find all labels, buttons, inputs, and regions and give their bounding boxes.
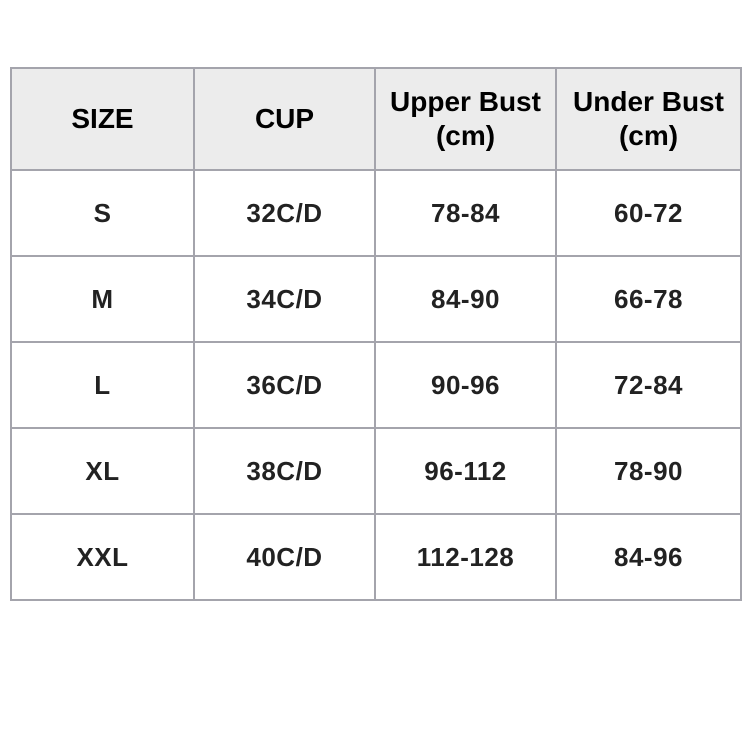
cell-size: M (11, 256, 194, 342)
cell-upper-bust: 78-84 (375, 170, 556, 256)
table-row-xxl (11, 514, 741, 600)
cell-cup: 40C/D (194, 514, 375, 600)
table-header-row (11, 68, 741, 170)
cell-under-bust: 60-72 (556, 170, 741, 256)
cell-size: XXL (11, 514, 194, 600)
table-row-m (11, 256, 741, 342)
cell-upper-bust: 96-112 (375, 428, 556, 514)
cell-upper-bust: 84-90 (375, 256, 556, 342)
table-row-xl (11, 428, 741, 514)
cell-under-bust: 66-78 (556, 256, 741, 342)
cell-upper-bust: 112-128 (375, 514, 556, 600)
cell-under-bust: 72-84 (556, 342, 741, 428)
column-header-size: SIZE (11, 68, 194, 170)
cell-cup: 34C/D (194, 256, 375, 342)
column-header-under-bust: Under Bust (cm) (556, 68, 741, 170)
size-chart-table (10, 67, 742, 601)
cell-size: L (11, 342, 194, 428)
cell-under-bust: 84-96 (556, 514, 741, 600)
column-header-cup: CUP (194, 68, 375, 170)
cell-cup: 36C/D (194, 342, 375, 428)
cell-upper-bust: 90-96 (375, 342, 556, 428)
cell-size: XL (11, 428, 194, 514)
cell-cup: 38C/D (194, 428, 375, 514)
column-header-upper-bust: Upper Bust (cm) (375, 68, 556, 170)
table-row-s (11, 170, 741, 256)
table-row-l (11, 342, 741, 428)
cell-cup: 32C/D (194, 170, 375, 256)
cell-size: S (11, 170, 194, 256)
cell-under-bust: 78-90 (556, 428, 741, 514)
